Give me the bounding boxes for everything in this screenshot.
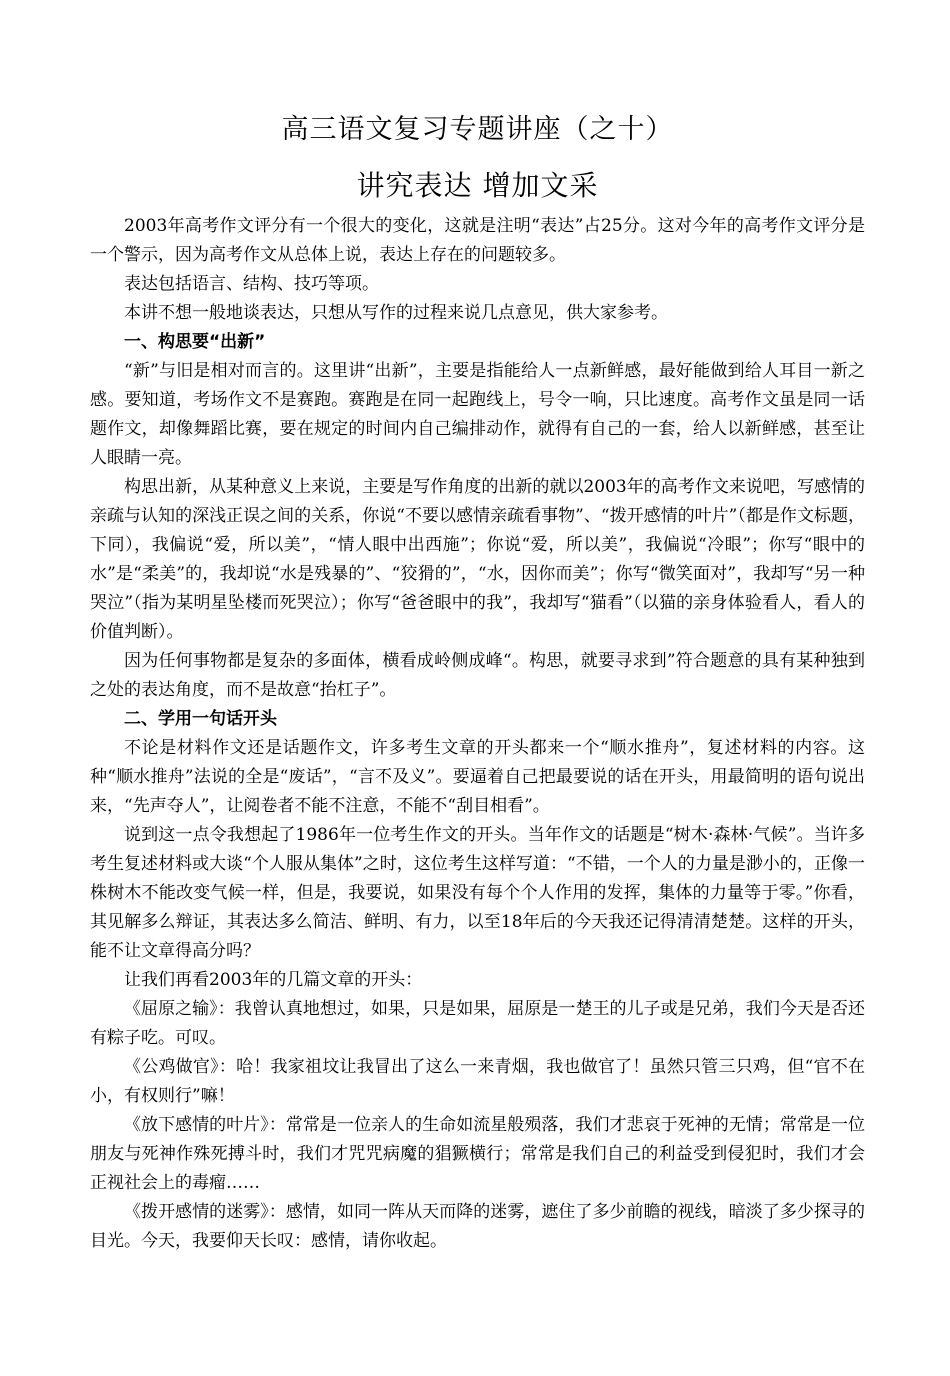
paragraph: 《屈原之输》：我曾认真地想过，如果，只是如果，屈原是一楚王的儿子或是兄弟，我们今天是否还有粽子吃。可叹。 bbox=[90, 999, 865, 1048]
paragraph: 让我们再看2003年的几篇文章的开头： bbox=[124, 970, 423, 990]
paragraph: 《公鸡做官》：哈！我家祖坟让我冒出了这么一来青烟，我也做官了！虽然只管三只鸡，但“官不在小，有权则行”嘛！ bbox=[90, 1057, 865, 1106]
paragraph: 表达包括语言、结构、技巧等项。 bbox=[124, 274, 379, 294]
document-body bbox=[90, 212, 865, 1256]
paragraph: “新”与旧是相对而言的。这里讲“出新”，主要是指能给人一点新鲜感，最好能做到给人耳目一新之感。要知道，考场作文不是赛跑。赛跑是在同一起跑线上，号令一响，只比速度。高考作文虽是同一话题作文，却像舞蹈比赛，要在规定的时间内自己编排动作，就得有自己的一套，给人以新鲜感，甚至让人眼睛一亮。 bbox=[90, 361, 865, 468]
document-subtitle: 讲究表达 增加文采 bbox=[356, 169, 599, 202]
paragraph: 《放下感情的叶片》：常常是一位亲人的生命如流星般殒落，我们才悲哀于死神的无情；常常是一位朋友与死神作殊死搏斗时，我们才咒咒病魔的猖獗横行；常常是我们自己的利益受到侵犯时，我们才会正视社会上的毒瘤…… bbox=[90, 1115, 865, 1193]
section-heading: 一、构思要“出新” bbox=[124, 332, 266, 352]
document-title: 高三语文复习专题讲座（之十） bbox=[281, 114, 674, 145]
document-page bbox=[90, 112, 865, 1256]
paragraph: 不论是材料作文还是话题作文，许多考生文章的开头都来一个“顺水推舟”，复述材料的内容。这种“顺水推舟”法说的全是“废话”，“言不及义”。要逼着自己把最要说的话在开头，用最简明的语句说出来，“先声夺人”，让阅卷者不能不注意，不能不“刮目相看”。 bbox=[90, 738, 865, 816]
paragraph: 构思出新，从某种意义上来说，主要是写作角度的出新的就以2003年的高考作文来说吧，写感情的亲疏与认知的深浅正误之间的关系，你说“不要以感情亲疏看事物”、“拨开感情的叶片”（都是作文标题，下同），我偏说“爱，所以美”，“情人眼中出西施”；你说“爱，所以美”，我偏说“冷眼”；你写“眼中的水”是“柔美”的，我却说“水是残暴的”、“狡猾的”，“水，因你而美”；你写“微笑面对”，我却写“另一种哭泣”（指为某明星坠楼而死哭泣）；你写“爸爸眼中的我”，我却写“猫看”（以猫的亲身体验看人，看人的价值判断）。 bbox=[90, 477, 865, 642]
paragraph: 《拨开感情的迷雾》：感情，如同一阵从天而降的迷雾，遮住了多少前瞻的视线，暗淡了多少探寻的目光。今天，我要仰天长叹：感情，请你收起。 bbox=[90, 1202, 865, 1251]
paragraph: 2003年高考作文评分有一个很大的变化，这就是注明“表达”占25分。这对今年的高考作文评分是一个警示，因为高考作文从总体上说，表达上存在的问题较多。 bbox=[90, 216, 865, 265]
paragraph: 本讲不想一般地谈表达，只想从写作的过程来说几点意见，供大家参考。 bbox=[124, 303, 668, 323]
paragraph: 因为任何事物都是复杂的多面体，横看成岭侧成峰“。构思，就要寻求到”符合题意的具有某种独到之处的表达角度，而不是故意“抬杠子”。 bbox=[90, 651, 865, 700]
paragraph: 说到这一点令我想起了1986年一位考生作文的开头。当年作文的话题是“树木·森林·气候”。当许多考生复述材料或大谈“个人服从集体”之时，这位考生这样写道：“不错，一个人的力量是渺小的，正像一株树木不能改变气候一样，但是，我要说，如果没有每个个人作用的发挥，集体的力量等于零。”你看，其见解多么辩证，其表达多么简洁、鲜明、有力，以至18年后的今天我还记得清清楚楚。这样的开头，能不让文章得高分吗？ bbox=[90, 825, 865, 961]
section-heading: 二、学用一句话开头 bbox=[124, 709, 277, 729]
